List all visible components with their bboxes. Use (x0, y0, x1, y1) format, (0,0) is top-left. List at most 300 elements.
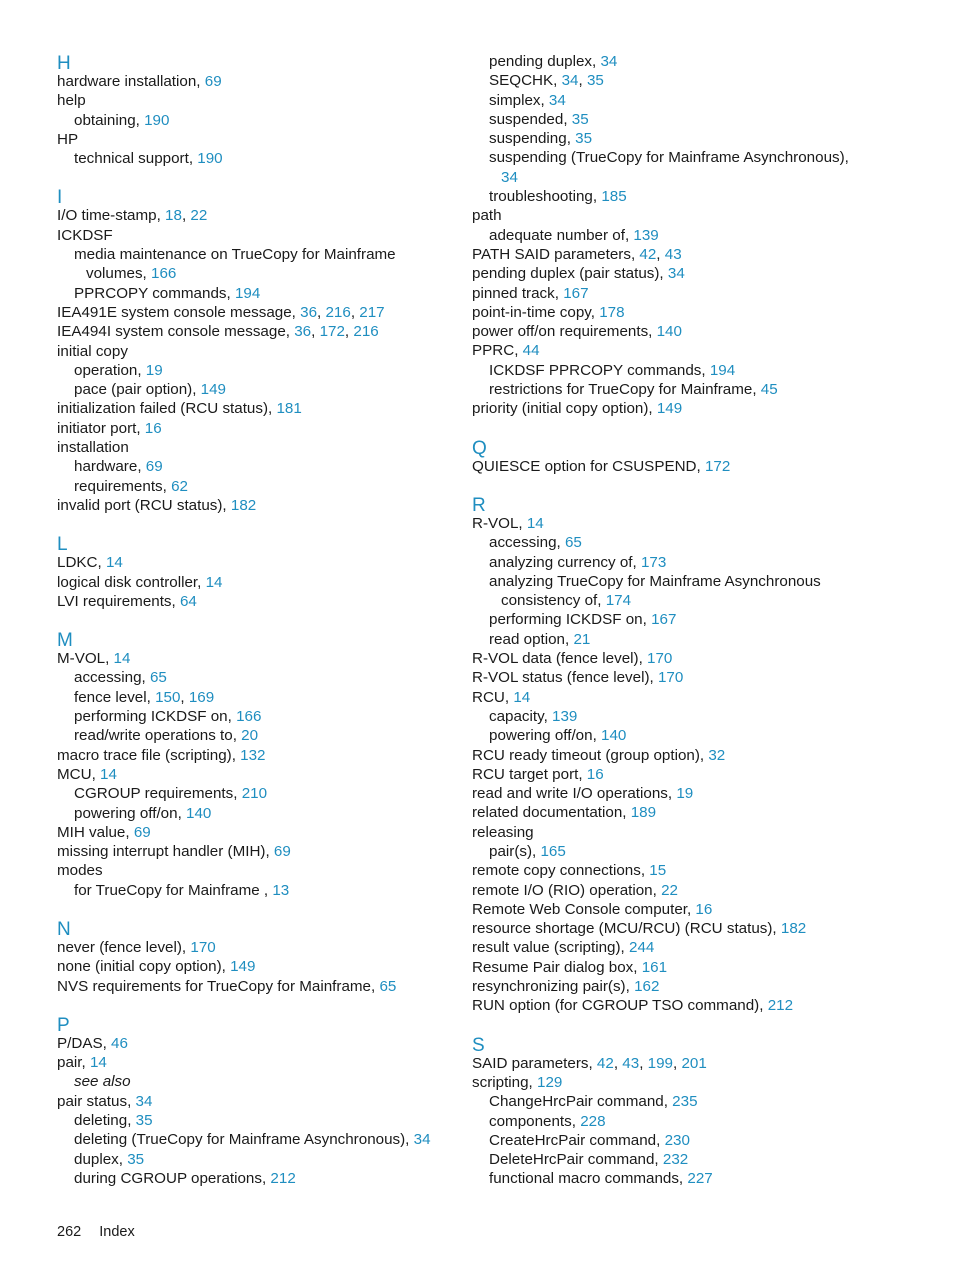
index-subentry (57, 668, 457, 687)
index-term: remote I/O (RIO) operation, (472, 881, 662, 899)
index-term: result value (scripting), (472, 939, 629, 957)
index-term: consistency of, (501, 592, 606, 610)
index-subentry (57, 361, 457, 380)
index-term: R-VOL, (472, 514, 527, 532)
page-link[interactable]: 16 (695, 900, 713, 918)
index-term: resource shortage (MCU/RCU) (RCU status), (472, 920, 781, 938)
index-term: initialization failed (RCU status), (57, 400, 277, 418)
page-link[interactable]: 69 (133, 823, 151, 841)
index-subentry (472, 71, 942, 90)
page-link[interactable]: 46 (111, 1034, 128, 1052)
index-subentry (57, 688, 457, 707)
page-link[interactable]: 35 (127, 1150, 145, 1168)
page-link[interactable]: 65 (379, 977, 397, 995)
page-link[interactable]: 14 (100, 765, 117, 783)
index-entry (57, 977, 457, 996)
index-subentry (472, 572, 942, 591)
index-term: deleting, (74, 1112, 136, 1130)
index-term: volumes, (86, 265, 151, 283)
index-term: PPRCOPY commands, (74, 284, 235, 302)
page-link[interactable]: 14 (513, 688, 531, 706)
index-term: technical support, (74, 150, 198, 168)
index-term: path (472, 207, 502, 225)
page-link[interactable]: 139 (552, 707, 578, 725)
page-link[interactable]: 18 (165, 207, 182, 225)
page-link[interactable]: 62 (171, 477, 188, 495)
index-entry (57, 573, 457, 592)
page-link[interactable]: 201 (681, 1054, 707, 1072)
index-subentry (472, 148, 942, 167)
index-term: CGROUP requirements, (74, 785, 242, 803)
index-subentry (57, 1072, 457, 1091)
index-entry (57, 206, 457, 225)
index-term: restrictions for TrueCopy for Mainframe, (489, 381, 761, 399)
index-term: pair(s), (489, 842, 541, 860)
index-term: for TrueCopy for Mainframe , (74, 881, 273, 899)
index-entry (57, 765, 457, 784)
page-link[interactable]: 34 (667, 265, 685, 283)
index-term: performing ICKDSF on, (489, 611, 652, 629)
index-letter-heading: N (57, 918, 71, 940)
index-subentry (472, 707, 942, 726)
index-term: obtaining, (74, 111, 145, 129)
index-term: see also (74, 1073, 131, 1091)
page-link[interactable]: 190 (144, 111, 170, 129)
index-subentry (57, 457, 457, 476)
index-entry (57, 1053, 457, 1072)
index-subentry (57, 1150, 457, 1169)
index-subentry (57, 284, 457, 303)
index-entry (472, 668, 942, 687)
index-letter-heading: R (472, 494, 486, 516)
page-link[interactable]: 228 (580, 1112, 606, 1130)
index-term: suspending (TrueCopy for Mainframe Asynchronous), (489, 149, 849, 167)
index-subentry (57, 477, 457, 496)
page-separator: , (656, 245, 665, 263)
index-term: MCU, (57, 765, 101, 783)
footer-section-title: Index (99, 1224, 135, 1240)
index-subentry (57, 149, 457, 168)
page-link[interactable]: 230 (664, 1131, 690, 1149)
page-link[interactable]: 149 (200, 381, 226, 399)
page-link[interactable]: 165 (540, 842, 566, 860)
index-subentry (472, 380, 942, 399)
page-link[interactable]: 199 (647, 1054, 673, 1072)
index-subentry (472, 168, 942, 187)
page-link[interactable]: 173 (640, 553, 667, 571)
index-term: IEA491E system console message, (57, 303, 301, 321)
index-term: analyzing TrueCopy for Mainframe Asynchronous (489, 572, 821, 590)
page-link[interactable]: 172 (704, 457, 731, 475)
index-term: read and write I/O operations, (472, 785, 677, 803)
index-term: ICKDSF (57, 226, 113, 244)
page-link[interactable]: 42 (639, 245, 657, 263)
index-term: IEA494I system console message, (57, 323, 295, 341)
index-term: suspended, (489, 110, 572, 128)
page-link[interactable]: 15 (649, 862, 667, 880)
index-term: capacity, (489, 707, 553, 725)
index-entry (472, 881, 942, 900)
index-term: ChangeHrcPair command, (489, 1093, 673, 1111)
page-link[interactable]: 162 (634, 978, 660, 996)
index-term: pace (pair option), (74, 381, 201, 399)
index-term: R-VOL data (fence level), (472, 650, 648, 668)
page-link[interactable]: 16 (586, 765, 604, 783)
index-term: missing interrupt handler (MIH), (57, 843, 274, 861)
index-subentry (472, 1169, 942, 1188)
page-separator: , (317, 303, 326, 321)
page-link[interactable]: 20 (241, 727, 259, 745)
index-subentry (472, 610, 942, 629)
index-term: DeleteHrcPair command, (489, 1151, 663, 1169)
index-subentry (472, 110, 942, 129)
index-entry (472, 900, 942, 919)
page-link[interactable]: 69 (204, 73, 222, 90)
page-link[interactable]: 14 (113, 650, 131, 668)
index-subentry (472, 129, 942, 148)
index-term: pinned track, (472, 284, 564, 302)
index-letter-heading: I (57, 187, 63, 209)
page-link[interactable]: 167 (651, 611, 677, 629)
index-subentry (472, 591, 942, 610)
index-entry (57, 592, 457, 611)
index-term: pair, (57, 1054, 90, 1072)
page-link[interactable]: 174 (605, 592, 632, 610)
index-entry (57, 438, 457, 457)
page-link[interactable]: 43 (664, 245, 682, 263)
index-entry (57, 746, 457, 765)
index-section-continued (472, 52, 942, 419)
page-separator: , (181, 207, 191, 225)
index-term: duplex, (74, 1150, 128, 1168)
index-term: operation, (74, 361, 146, 379)
index-subentry (472, 52, 942, 71)
page-link[interactable]: 185 (601, 188, 627, 206)
page-link[interactable]: 150 (155, 688, 181, 706)
index-term: hardware installation, (57, 73, 205, 90)
page-link[interactable]: 210 (241, 785, 268, 803)
page-link[interactable]: 167 (563, 284, 589, 302)
page-link[interactable]: 35 (586, 72, 604, 90)
index-term: SEQCHK, (489, 72, 562, 90)
index-subentry (472, 1092, 942, 1111)
index-term: never (fence level), (57, 938, 191, 956)
index-term: invalid port (RCU status), (57, 496, 231, 514)
page-link[interactable]: 65 (564, 534, 582, 552)
index-term: hardware, (74, 458, 146, 476)
index-term: QUIESCE option for CSUSPEND, (472, 457, 705, 475)
index-term: point-in-time copy, (472, 303, 600, 321)
page-link[interactable]: 170 (647, 650, 673, 668)
page-footer (57, 1223, 135, 1241)
page-link[interactable]: 217 (359, 303, 385, 321)
page-link[interactable]: 132 (240, 746, 266, 764)
page-link[interactable]: 34 (135, 1092, 153, 1110)
index-letter-heading: L (57, 534, 68, 556)
index-section-s (472, 1034, 942, 1189)
page-link[interactable]: 232 (662, 1151, 689, 1169)
index-term: pending duplex, (489, 53, 601, 70)
page-link[interactable]: 227 (687, 1170, 713, 1188)
index-letter-heading: S (472, 1034, 485, 1056)
index-term: power off/on requirements, (472, 323, 657, 341)
index-term: related documentation, (472, 804, 631, 822)
index-term: resynchronizing pair(s), (472, 978, 635, 996)
index-term: Resume Pair dialog box, (472, 958, 642, 976)
page-link[interactable]: 166 (236, 708, 262, 726)
index-letter-heading: P (57, 1014, 70, 1036)
index-subentry (472, 630, 942, 649)
index-entry (472, 514, 942, 533)
index-entry (57, 496, 457, 515)
index-entry (57, 342, 457, 361)
page-link[interactable]: 178 (599, 303, 625, 321)
index-section-i (57, 186, 457, 515)
index-term: MIH value, (57, 823, 134, 841)
page-link[interactable]: 35 (571, 110, 589, 128)
index-term: initial copy (57, 342, 128, 360)
index-entry (57, 303, 457, 322)
page-separator: , (344, 323, 354, 341)
index-entry (472, 919, 942, 938)
index-term: R-VOL status (fence level), (472, 669, 658, 687)
index-entry (472, 245, 942, 264)
index-term: pending duplex (pair status), (472, 265, 668, 283)
page-separator: , (350, 303, 360, 321)
index-term: PPRC, (472, 342, 523, 360)
index-term: installation (57, 439, 129, 457)
page-link[interactable]: 19 (676, 785, 694, 803)
page-link[interactable]: 140 (601, 727, 627, 745)
index-term: simplex, (489, 91, 549, 109)
page-link[interactable]: 14 (89, 1054, 107, 1072)
page-link[interactable]: 35 (135, 1112, 153, 1130)
page-link[interactable]: 212 (270, 1169, 296, 1187)
index-term: ICKDSF PPRCOPY commands, (489, 361, 710, 379)
index-term: none (initial copy option), (57, 958, 231, 976)
index-subentry (472, 91, 942, 110)
index-entry (57, 1092, 457, 1111)
page-link[interactable]: 34 (413, 1131, 431, 1149)
index-term: releasing (472, 823, 534, 841)
index-term: P/DAS, (57, 1034, 112, 1052)
page-link[interactable]: 139 (633, 226, 659, 244)
index-section-h (57, 52, 457, 168)
index-term: RUN option (for CGROUP TSO command), (472, 997, 768, 1015)
index-term: modes (57, 862, 103, 880)
index-term: remote copy connections, (472, 862, 650, 880)
index-term: powering off/on, (489, 727, 602, 745)
page-link[interactable]: 170 (657, 669, 684, 687)
index-letter-heading: M (57, 630, 73, 652)
index-term: read option, (489, 630, 574, 648)
page-link[interactable]: 34 (600, 53, 618, 70)
index-entry (472, 784, 942, 803)
index-column-left (57, 52, 457, 1188)
page-link[interactable]: 182 (780, 920, 807, 938)
page-link[interactable]: 216 (325, 303, 351, 321)
page-link[interactable]: 149 (230, 958, 256, 976)
index-subentry (472, 553, 942, 572)
page-link[interactable]: 169 (188, 688, 215, 706)
index-term: Remote Web Console computer, (472, 900, 696, 918)
page-link[interactable]: 64 (179, 592, 197, 610)
index-entry (57, 553, 457, 572)
index-section-n (57, 918, 457, 996)
index-term: M-VOL, (57, 650, 114, 668)
index-term: scripting, (472, 1073, 537, 1091)
index-subentry (472, 1150, 942, 1169)
index-term: read/write operations to, (74, 727, 242, 745)
page-link[interactable]: 36 (294, 323, 312, 341)
page-link[interactable]: 22 (190, 207, 208, 225)
page-link[interactable]: 14 (526, 514, 544, 532)
page-separator: , (613, 1054, 623, 1072)
index-term: RCU target port, (472, 765, 587, 783)
index-subentry (472, 187, 942, 206)
index-term: macro trace file (scripting), (57, 746, 241, 764)
index-column-right (472, 52, 942, 1189)
page-link[interactable]: 32 (708, 746, 726, 764)
page-link[interactable]: 166 (151, 265, 177, 283)
index-subentry (57, 380, 457, 399)
index-entry (472, 938, 942, 957)
page-link[interactable]: 65 (149, 669, 167, 687)
page-link[interactable]: 34 (561, 72, 579, 90)
page-link[interactable]: 35 (575, 130, 593, 148)
index-section-r (472, 494, 942, 1016)
index-term: suspending, (489, 130, 576, 148)
page-link[interactable]: 189 (630, 804, 657, 822)
page-link[interactable]: 69 (273, 843, 291, 861)
page-link[interactable]: 194 (234, 284, 261, 302)
page-link[interactable]: 69 (145, 458, 163, 476)
index-term: accessing, (489, 534, 565, 552)
index-entry (472, 206, 942, 225)
page-link[interactable]: 235 (672, 1093, 698, 1111)
page-link[interactable]: 34 (548, 91, 566, 109)
index-term: media maintenance on TrueCopy for Mainframe (74, 246, 396, 264)
index-entry (57, 1034, 457, 1053)
index-term: RCU ready timeout (group option), (472, 746, 709, 764)
index-entry (472, 1073, 942, 1092)
index-subentry (57, 1130, 457, 1149)
index-entry (472, 322, 942, 341)
index-term: accessing, (74, 669, 150, 687)
index-term: pair status, (57, 1092, 136, 1110)
index-subentry (472, 226, 942, 245)
index-entry (57, 861, 457, 880)
page-link[interactable]: 42 (596, 1054, 614, 1072)
index-subentry (57, 881, 457, 900)
index-subentry (472, 533, 942, 552)
page-link[interactable]: 45 (760, 381, 778, 399)
page-link[interactable]: 44 (522, 342, 540, 360)
page-link[interactable]: 194 (709, 361, 736, 379)
page-link[interactable]: 244 (629, 939, 655, 957)
page-link[interactable]: 22 (661, 881, 678, 899)
index-subentry (472, 1131, 942, 1150)
index-section-p (57, 1014, 457, 1188)
page-link[interactable]: 13 (272, 881, 290, 899)
index-entry (57, 130, 457, 149)
page-link[interactable]: 216 (353, 323, 379, 341)
index-entry (472, 264, 942, 283)
page-link[interactable]: 36 (300, 303, 318, 321)
footer-page-number: 262 (57, 1224, 82, 1240)
page-link[interactable]: 129 (537, 1073, 563, 1091)
index-letter-heading: H (57, 53, 71, 74)
page-link[interactable]: 212 (767, 997, 794, 1015)
index-entry (472, 341, 942, 360)
index-subentry (472, 842, 942, 861)
index-letter-heading: Q (472, 437, 487, 459)
page-link[interactable]: 149 (656, 400, 683, 418)
page-link[interactable]: 172 (319, 323, 345, 341)
index-entry (472, 823, 942, 842)
index-entry (57, 72, 457, 91)
index-term: CreateHrcPair command, (489, 1131, 665, 1149)
index-term: HP (57, 130, 79, 148)
index-entry (472, 861, 942, 880)
page-link[interactable]: 19 (145, 361, 163, 379)
page-link[interactable]: 21 (573, 630, 591, 648)
page-separator: , (672, 1054, 682, 1072)
index-term: deleting (TrueCopy for Mainframe Asynchronous), (74, 1131, 414, 1149)
index-term: powering off/on, (74, 804, 187, 822)
page-separator: , (639, 1054, 648, 1072)
index-term: troubleshooting, (489, 188, 602, 206)
index-section-l (57, 533, 457, 611)
index-subentry (57, 1169, 457, 1188)
page-separator: , (311, 323, 320, 341)
index-subentry (472, 726, 942, 745)
page-link[interactable]: 34 (501, 168, 518, 186)
index-section-m (57, 629, 457, 900)
page-link[interactable]: 170 (190, 938, 216, 956)
index-subentry (57, 707, 457, 726)
index-entry (57, 322, 457, 341)
index-subentry (472, 361, 942, 380)
page-separator: , (578, 72, 587, 90)
page-link[interactable]: 181 (276, 400, 302, 418)
page-link[interactable]: 16 (144, 419, 162, 437)
index-subentry (57, 245, 457, 264)
page-link[interactable]: 43 (622, 1054, 640, 1072)
index-term: components, (489, 1112, 581, 1130)
index-term: functional macro commands, (489, 1170, 688, 1188)
index-term: I/O time-stamp, (57, 207, 166, 225)
index-entry (57, 842, 457, 861)
index-term: logical disk controller, (57, 573, 206, 591)
index-entry (472, 765, 942, 784)
index-entry (57, 938, 457, 957)
index-term: SAID parameters, (472, 1054, 597, 1072)
page-link[interactable]: 140 (656, 323, 682, 341)
page-link[interactable]: 14 (205, 573, 223, 591)
page-link[interactable]: 190 (197, 150, 223, 168)
page-link[interactable]: 14 (105, 554, 123, 572)
page-link[interactable]: 182 (230, 496, 257, 514)
index-term: RCU, (472, 688, 514, 706)
index-term: initiator port, (57, 419, 145, 437)
page-link[interactable]: 161 (641, 958, 668, 976)
index-entry (472, 303, 942, 322)
index-entry (472, 996, 942, 1015)
index-subentry (57, 111, 457, 130)
page-link[interactable]: 140 (186, 804, 212, 822)
index-term: during CGROUP operations, (74, 1169, 271, 1187)
